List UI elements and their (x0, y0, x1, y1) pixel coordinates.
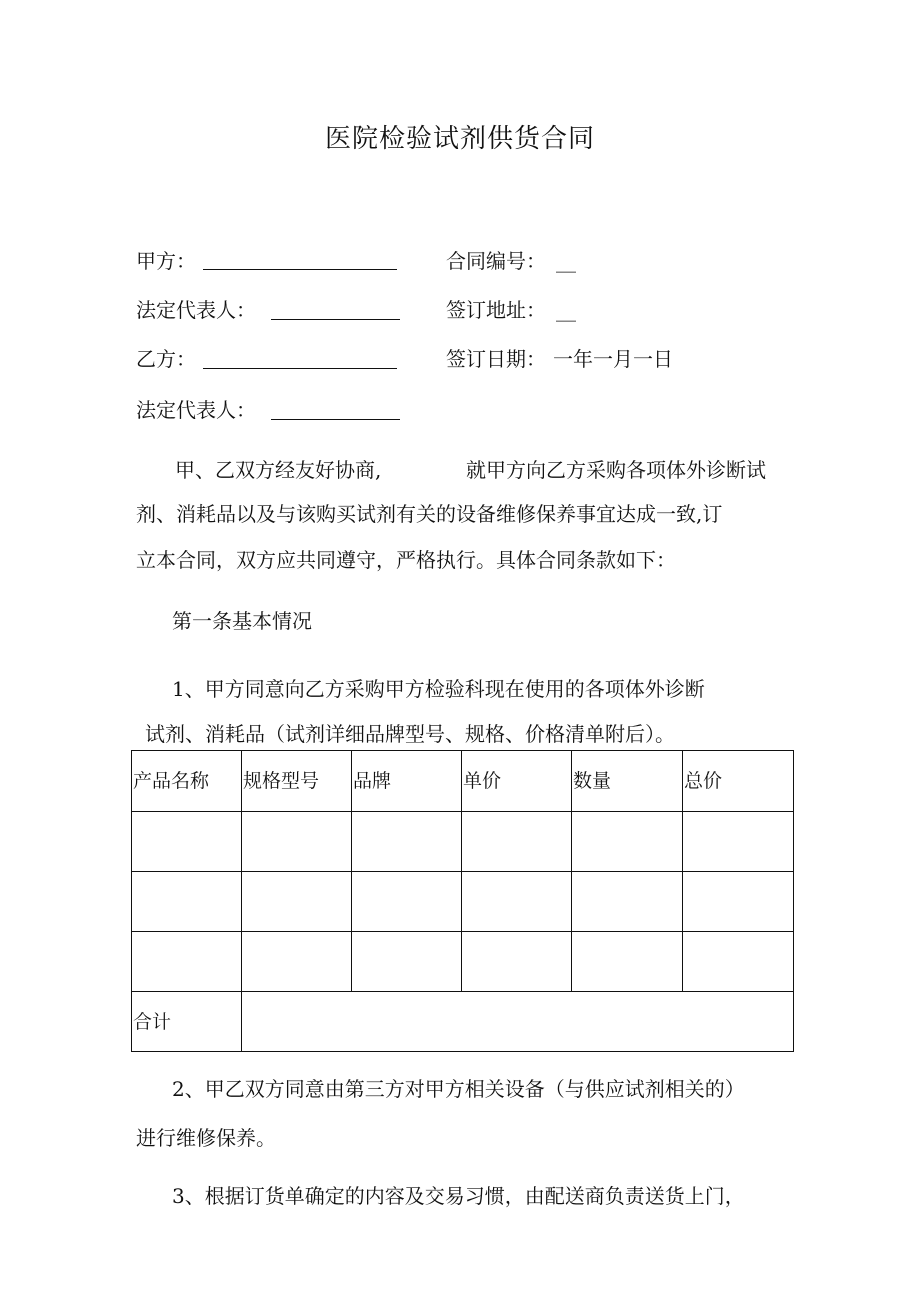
total-value (242, 992, 794, 1052)
item2-line2: 进行维修保养。 (136, 1126, 276, 1150)
item2-line1: 2、甲乙双方同意由第三方对甲方相关设备（与供应试剂相关的） (172, 1077, 745, 1101)
col-header-brand: 品牌 (352, 751, 462, 812)
intro-line3: 立本合同，双方应共同遵守，严格执行。具体合同条款如下： (136, 548, 676, 572)
col-header-spec-model: 规格型号 (242, 751, 352, 812)
legal-rep-b-blank (271, 419, 400, 420)
table-cell (572, 872, 683, 932)
table-cell (352, 872, 462, 932)
table-header-row (132, 751, 794, 812)
table-cell (683, 872, 794, 932)
table-cell (352, 932, 462, 992)
table-cell (242, 932, 352, 992)
table-cell (462, 872, 572, 932)
item3-line1: 3、根据订货单确定的内容及交易习惯，由配送商负责送货上门， (172, 1184, 745, 1208)
table-cell (683, 932, 794, 992)
intro-line2: 剂、消耗品以及与该购买试剂有关的设备维修保养事宜达成一致,订 (136, 502, 723, 526)
table-cell (572, 812, 683, 872)
col-header-quantity: 数量 (572, 751, 683, 812)
table-cell (462, 932, 572, 992)
intro-line1-part2: 就甲方向乙方采购各项体外诊断试 (466, 458, 766, 482)
legal-rep-a-blank (271, 319, 400, 320)
table-row (132, 932, 794, 992)
page-title: 医院检验试剂供货合同 (324, 124, 595, 154)
col-header-total-price: 总价 (683, 751, 794, 812)
total-label: 合计 (132, 992, 242, 1052)
table-cell (132, 872, 242, 932)
party-a-label: 甲方： (136, 249, 196, 273)
table-row (132, 812, 794, 872)
table-cell (132, 932, 242, 992)
table-cell (242, 872, 352, 932)
table-total-row (132, 992, 794, 1052)
legal-rep-a-label: 法定代表人： (136, 298, 256, 322)
table-cell (683, 812, 794, 872)
table-cell (132, 812, 242, 872)
product-table (131, 750, 794, 1052)
article1-item1-line2: 试剂、消耗品（试剂详细品牌型号、规格、价格清单附后）。 (145, 722, 675, 746)
table-cell (572, 932, 683, 992)
article1-heading: 第一条基本情况 (172, 609, 312, 633)
col-header-unit-price: 单价 (462, 751, 572, 812)
contract-no-label: 合同编号： (446, 249, 546, 273)
table-row (132, 872, 794, 932)
intro-line1-part1: 甲、乙双方经友好协商, (175, 458, 382, 482)
sign-date-label: 签订日期： (446, 347, 546, 371)
col-header-product-name: 产品名称 (132, 751, 242, 812)
sign-date-value: 一年一月一日 (553, 347, 673, 371)
table-cell (352, 812, 462, 872)
party-a-blank (203, 269, 397, 270)
legal-rep-b-label: 法定代表人： (136, 398, 256, 422)
table-cell (242, 812, 352, 872)
party-b-label: 乙方： (136, 347, 196, 371)
party-b-blank (203, 368, 397, 369)
sign-address-label: 签订地址： (446, 298, 546, 322)
article1-item1-line1: 1、甲方同意向乙方采购甲方检验科现在使用的各项体外诊断 (172, 677, 705, 701)
contract-no-value: __ (556, 249, 576, 273)
table-cell (462, 812, 572, 872)
sign-address-value: __ (556, 298, 576, 322)
